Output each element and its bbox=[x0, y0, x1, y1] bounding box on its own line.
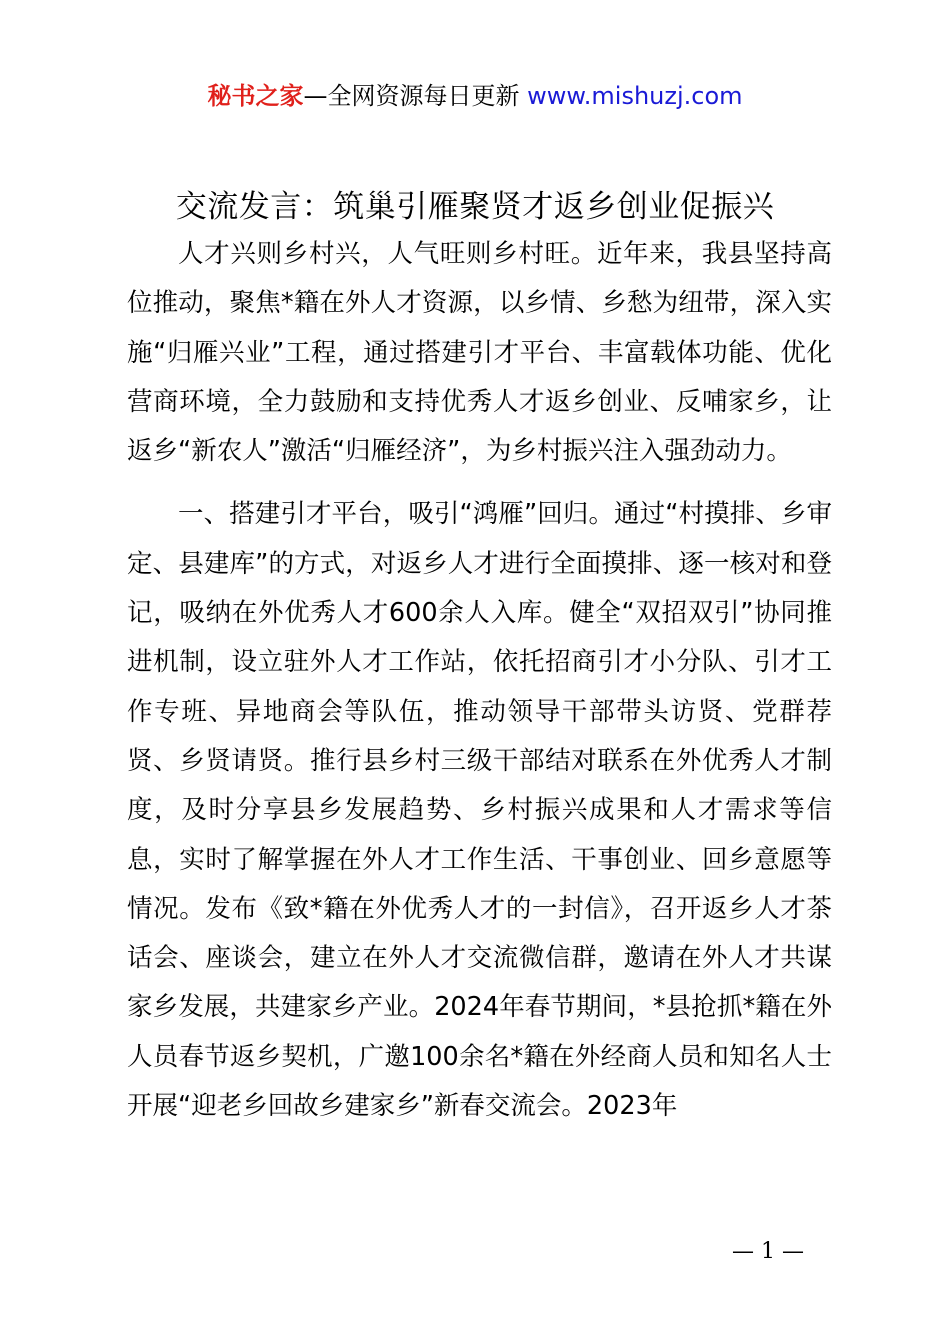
site-url-link[interactable]: www.mishuzj.com bbox=[527, 82, 743, 110]
paragraph-intro: 人才兴则乡村兴，人气旺则乡村旺。近年来，我县坚持高位推动，聚焦*籍在外人才资源，以乡情、乡愁为纽带，深入实施“归雁兴业”工程，通过搭建引才平台、丰富载体功能、优化营商环境，全力鼓励和支持优秀人才返乡创业、反哺家乡，让返乡“新农人”激活“归雁经济”，为乡村振兴注入强劲动力。 bbox=[127, 239, 832, 467]
site-brand: 秘书之家 bbox=[207, 82, 304, 110]
site-header bbox=[0, 78, 950, 114]
page-number: — 1 — bbox=[732, 1239, 804, 1264]
site-tagline: —全网资源每日更新 bbox=[303, 82, 528, 110]
document-title: 交流发言：筑巢引雁聚贤才返乡创业促振兴 bbox=[175, 189, 775, 225]
paragraph-section-one: 一、搭建引才平台，吸引“鸿雁”回归。通过“村摸排、乡审定、县建库”的方式，对返乡人才进行全面摸排、逐一核对和登记，吸纳在外优秀人才600余人入库。健全“双招双引”协同推进机制，设立驻外人才工作站，依托招商引才小分队、引才工作专班、异地商会等队伍，推动领导干部带头访贤、党群荐贤、乡贤请贤。推行县乡村三级干部结对联系在外优秀人才制度，及时分享县乡发展趋势、乡村振兴成果和人才需求等信息，实时了解掌握在外人才工作生活、干事创业、回乡意愿等情况。发布《致*籍在外优秀人才的一封信》，召开返乡人才茶话会、座谈会，建立在外人才交流微信群，邀请在外人才共谋家乡发展，共建家乡产业。2024年春节期间，*县抢抓*籍在外人员春节返乡契机，广邀100余名*籍在外经商人员和知名人士开展“迎老乡回故乡建家乡”新春交流会。2023年 bbox=[127, 499, 832, 1122]
document-body bbox=[127, 230, 832, 1131]
